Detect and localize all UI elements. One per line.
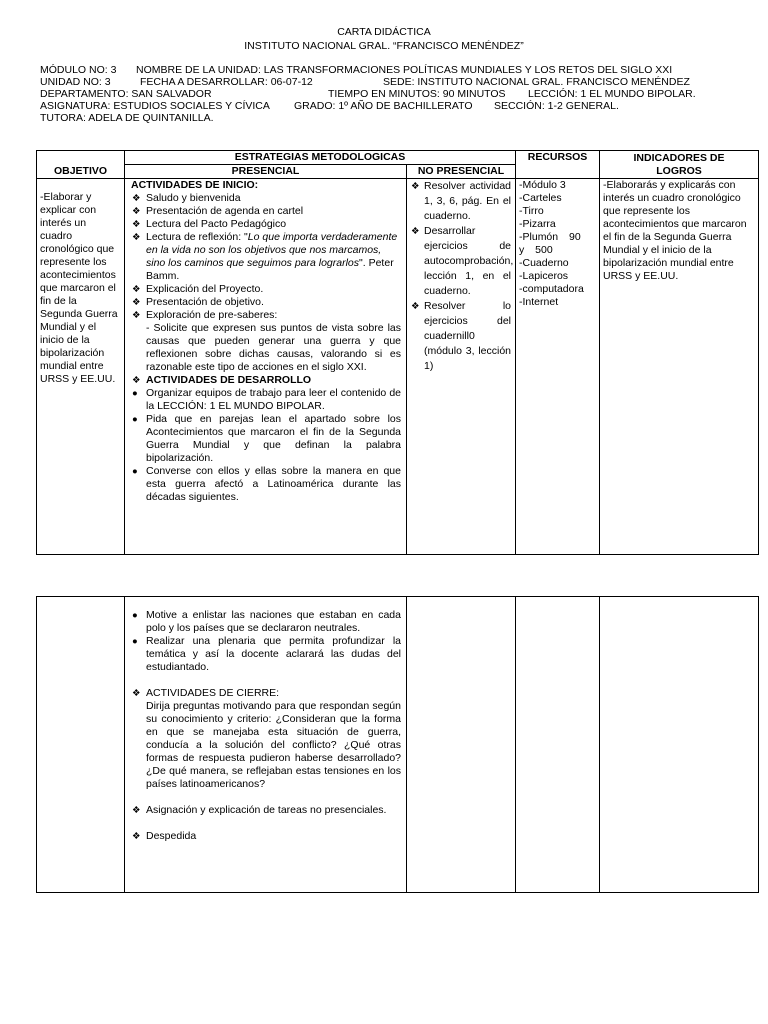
page2-list (128, 609, 401, 674)
desarrollo-heading-list (128, 374, 401, 387)
diamond-bullet-icon: ❖ (411, 181, 420, 192)
list-item: ❖ Lectura de reflexión: "Lo que importa verdaderamente en la vida no son los objetivos que nos marcamos, sino los caminos que seguimos para lograrlos". Peter Bamm. (132, 231, 398, 282)
asignatura-field: ASIGNATURA: ESTUDIOS SOCIALES Y CÍVICA (40, 100, 270, 112)
indicadores-cell (600, 179, 759, 555)
fecha-field: FECHA A DESARROLLAR: 06-07-12 (140, 76, 313, 88)
sede-field: SEDE: INSTITUTO NACIONAL GRAL. FRANCISCO MENÉNDEZ (383, 76, 690, 88)
inicio-list (128, 192, 401, 322)
carta-table-page1 (36, 150, 759, 555)
list-item: ❖ Resolver actividad 1, 3, 6, pág. En el cuaderno. (411, 180, 512, 222)
list-item: ● Pida que en parejas lean el apartado sobre los Acontecimientos que marcaron el fin de la Segunda Guerra Mundial y que definan la palabra bipolarización. (132, 413, 401, 464)
presencial-cell-cont (125, 597, 407, 893)
presencial-cell (125, 179, 407, 555)
nombre-unidad-field: NOMBRE DE LA UNIDAD: LAS TRANSFORMACIONES POLÍTICAS MUNDIALES Y LOS RETOS DEL SIGLO XXI (136, 64, 673, 76)
recursos-item: -Internet (519, 296, 559, 308)
no-presencial-cell (407, 179, 516, 555)
reflexion-quote: Lo que importa verdaderamente en la vida no son los objetivos que nos marcamos, sino los caminos que seguimos para lograrlos (146, 231, 398, 269)
recursos-cell-cont (516, 597, 600, 893)
leccion-field: LECCIÓN: 1 EL MUNDO BIPOLAR. (528, 88, 696, 100)
carta-table-page2 (36, 596, 759, 893)
list-item: ● Organizar equipos de trabajo para leer el contenido de la LECCIÓN: 1 EL MUNDO BIPOLAR. (132, 387, 401, 412)
dot-bullet-icon: ● (132, 636, 138, 647)
modulo-field: MÓDULO NO: 3 (40, 64, 117, 76)
diamond-bullet-icon: ❖ (132, 310, 141, 321)
list-item: ❖ Explicación del Proyecto. (132, 283, 264, 295)
objetivo-cell-cont (37, 597, 125, 893)
diamond-bullet-icon: ❖ (132, 206, 141, 217)
recursos-item: -Plumón 90 y 500 (519, 231, 581, 256)
dot-bullet-icon: ● (132, 414, 138, 425)
diamond-bullet-icon: ❖ (132, 831, 141, 842)
tutora-field: TUTORA: ADELA DE QUINTANILLA. (40, 112, 214, 124)
no-presencial-cell-cont (407, 597, 516, 893)
recursos-cell (516, 179, 600, 555)
estrategias-header: ESTRATEGIAS METODOLOGICAS (125, 151, 516, 165)
list-item: ● Realizar una plenaria que permita profundizar la temática y así la docente aclarará las dudas del estudiantado. (132, 635, 401, 673)
diamond-bullet-icon: ❖ (132, 219, 141, 230)
unidad-field: UNIDAD NO: 3 (40, 76, 111, 88)
list-item: ❖ Lectura del Pacto Pedagógico (132, 218, 287, 230)
list-item: ❖ Resolver lo ejercicios del cuadernill0 (módulo 3, lección 1) (411, 300, 512, 372)
no-presencial-header: NO PRESENCIAL (407, 165, 516, 179)
departamento-field: DEPARTAMENTO: SAN SALVADOR (40, 88, 212, 100)
list-item: ❖ Saludo y bienvenida (132, 192, 241, 204)
indicadores-header: INDICADORES DE LOGROS (600, 151, 759, 179)
diamond-bullet-icon: ❖ (132, 284, 141, 295)
objetivo-text: -Elaborar y explicar con interés un cuadro cronológico que represente los acontecimientos que marcaron el fin de la Segunda Guerra Mundial y el inicio de la bipolarización mundial entre URSS y EE.UU. (40, 191, 118, 385)
diamond-bullet-icon: ❖ (132, 297, 141, 308)
indicadores-cell-cont (600, 597, 759, 893)
asignacion-list (128, 804, 401, 817)
dot-bullet-icon: ● (132, 610, 138, 621)
list-item: ❖ Exploración de pre-saberes: (132, 309, 278, 321)
cierre-heading-list (128, 687, 401, 700)
list-item: ● Converse con ellos y ellas sobre la manera en que esta guerra afectó a Latinoamérica durante las décadas siguientes. (132, 465, 401, 503)
document-title: CARTA DIDÁCTICA (337, 26, 431, 38)
cierre-text: Dirija preguntas motivando para que respondan según su conocimiento y criterio: ¿Consideran que la forma en que se manejaba esta situación de guerra, conducía a la solución del conflicto? ¿Qué otras formas de respuesta pudieron haberse desarrollado? ¿De qué manera, se reflejaban estas tensiones en los países latinoamericanos? (146, 700, 401, 790)
tiempo-field: TIEMPO EN MINUTOS: 90 MINUTOS (328, 88, 506, 100)
recursos-item: -Lapiceros (519, 270, 569, 282)
diamond-bullet-icon: ❖ (132, 232, 141, 243)
objetivo-header: OBJETIVO (37, 151, 125, 179)
inicio-heading: ACTIVIDADES DE INICIO: (131, 179, 259, 191)
recursos-item: -Módulo 3 (519, 179, 566, 191)
list-item: ❖ Presentación de agenda en cartel (132, 205, 304, 217)
header-line-5 (40, 112, 740, 126)
recursos-item: -Cuaderno (519, 257, 569, 269)
desarrollo-list (128, 387, 401, 504)
grado-field: GRADO: 1º AÑO DE BACHILLERATO (294, 100, 473, 112)
recursos-item: -Tirro (519, 205, 544, 217)
recursos-header: RECURSOS (516, 151, 600, 179)
presencial-header: PRESENCIAL (125, 165, 407, 179)
recursos-item: -computadora (519, 283, 584, 295)
list-item: ❖ Desarrollar ejercicios de autocomprobación, lección 1, en el cuaderno. (411, 225, 514, 297)
indicadores-text: -Elaborarás y explicarás con interés un cuadro cronológico que represente los acontecimientos que marcaron el fin de la Segunda Guerra Mundial y el inicio de la bipolarización mundial entre URSS y EE.UU. (603, 179, 747, 282)
dot-bullet-icon: ● (132, 466, 138, 477)
institute-name: INSTITUTO NACIONAL GRAL. “FRANCISCO MENÉNDEZ” (244, 40, 524, 52)
diamond-bullet-icon: ❖ (132, 688, 141, 699)
dot-bullet-icon: ● (132, 388, 138, 399)
despedida-list (128, 830, 401, 843)
seccion-field: SECCIÓN: 1-2 GENERAL. (494, 100, 619, 112)
list-item: ❖ Presentación de objetivo. (132, 296, 264, 308)
objetivo-cell (37, 179, 125, 555)
diamond-bullet-icon: ❖ (411, 226, 420, 237)
asignacion-item: ❖ Asignación y explicación de tareas no presenciales. (132, 804, 387, 816)
cierre-heading: ❖ ACTIVIDADES DE CIERRE: (132, 687, 280, 699)
recursos-item: -Carteles (519, 192, 562, 204)
diamond-bullet-icon: ❖ (132, 375, 141, 386)
presaberes-text: - Solicite que expresen sus puntos de vista sobre las causas que pueden generar una guerra y que reflexionen sobre dichas causas, valorando si es razonable este tipo de acciones en el siglo XXI. (146, 322, 401, 373)
diamond-bullet-icon: ❖ (132, 805, 141, 816)
list-item: ● Motive a enlistar las naciones que estaban en cada polo y los países que se declararon neutrales. (132, 609, 401, 634)
no-presencial-list (410, 179, 514, 374)
recursos-item: -Pizarra (519, 218, 556, 230)
diamond-bullet-icon: ❖ (132, 193, 141, 204)
despedida-item: ❖ Despedida (132, 830, 197, 842)
desarrollo-heading: ❖ ACTIVIDADES DE DESARROLLO (132, 374, 312, 386)
diamond-bullet-icon: ❖ (411, 301, 420, 312)
